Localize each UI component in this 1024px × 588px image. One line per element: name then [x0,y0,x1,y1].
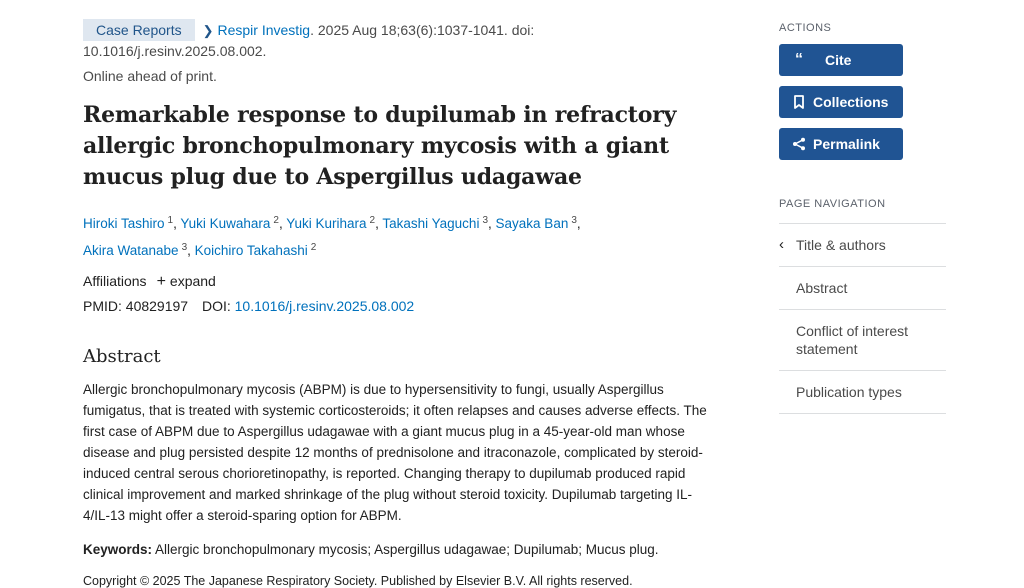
article-main [83,19,713,588]
journal-link[interactable]: Respir Investig [217,22,311,38]
chevron-right-icon: ❯ [202,23,214,38]
identifiers-row [83,294,713,318]
nav-item-label: Abstract [796,280,848,296]
affiliations-label: Affiliations [83,273,147,289]
nav-item-label: Publication types [796,384,902,400]
doi-label: DOI: [201,298,231,314]
keywords-row [83,540,713,560]
article-meta [83,19,713,61]
sidebar [779,22,946,414]
permalink-label: Permalink [813,136,880,152]
nav-item-conflict-of-interest[interactable] [779,310,946,371]
collections-label: Collections [813,94,889,110]
author-link[interactable]: Takashi Yaguchi [382,216,480,231]
actions-heading: ACTIONS [779,22,832,34]
author-link[interactable]: Sayaka Ban [495,216,569,231]
keywords-label: Keywords: [83,542,153,557]
nav-item-label: Title & authors [796,237,886,253]
nav-item-label: Conflict of interest statement [796,323,909,357]
page-navigation [779,223,946,414]
permalink-button[interactable] [779,128,903,160]
author-link[interactable]: Yuki Kurihara [286,216,367,231]
doi-link[interactable]: 10.1016/j.resinv.2025.08.002 [234,298,415,314]
cite-label: Cite [825,52,852,68]
keywords-text: Allergic bronchopulmonary mycosis; Aspergillus udagawae; Dupilumab; Mucus plug. [155,542,659,557]
affiliation-ref[interactable]: 3 [482,215,489,226]
pmid-label: PMID: [83,298,122,314]
author-link[interactable]: Yuki Kuwahara [180,216,271,231]
nav-item-publication-types[interactable] [779,371,946,414]
affiliation-ref[interactable]: 1 [167,215,174,226]
affiliation-ref[interactable]: 2 [369,215,376,226]
cite-button[interactable] [779,44,903,76]
copyright-text: Copyright © 2025 The Japanese Respiratory Society. Published by Elsevier B.V. All rights reserved. [83,574,633,588]
abstract-text: Allergic bronchopulmonary mycosis (ABPM) is due to hypersensitivity to fungi, usually Aspergillus fumigatus, that is treated with systemic corticosteroids; it often relapses and causes adverse effects. The first case of ABPM due to Aspergillus udagawae with a giant mucus plug in a 45-year-old man whose disease and plug persisted despite 12 months of prednisolone and itraconazole, complicated by steroid-induced central serous chorioretinopathy, is reported. Changing therapy to dupilumab produced rapid clinical improvement and marked shrinkage of the plug without steroid toxicity. Dupilumab targeting IL-4/IL-13 might offer a steroid-sparing option for ABPM. [83,382,707,523]
nav-item-title-authors[interactable] [779,224,946,267]
affiliation-ref[interactable]: 2 [273,215,279,226]
article-title: Remarkable response to dupilumab in refractory allergic bronchopulmonary mycosis with a giant mucus plug due to Aspergillus udagawae [83,102,677,190]
affiliation-ref[interactable]: 3 [181,242,188,253]
chevron-left-icon: ‹ [779,236,784,253]
affiliations-row [83,269,713,294]
online-status: Online ahead of print. [83,68,217,84]
bookmark-icon [791,94,807,110]
expand-toggle[interactable]: expand [169,273,216,289]
abstract-heading: Abstract [83,346,161,367]
pmid-value: 40829197 [125,298,189,314]
author-link[interactable]: Hiroki Tashiro [83,216,165,231]
quote-icon: “ [795,51,803,68]
share-icon [791,136,807,152]
author-link[interactable]: Koichiro Takahashi [194,243,308,258]
affiliation-ref[interactable]: 2 [310,242,317,253]
plus-icon[interactable]: + [156,273,166,290]
citation-text: . 2025 Aug 18;63(6):1037-1041. doi: 10.1016/j.resinv.2025.08.002. [83,22,535,59]
page-navigation-heading: PAGE NAVIGATION [779,198,886,210]
authors-list: Hiroki Tashiro $^1$, Yuki Kuwahara $^2$, Yuki Kurihara $^2$, Takashi Yaguchi $^3$, Sayaka Ban $^3$, Akira Watanabe $^3$, Koichiro Takahashi $^2$ [83,215,581,258]
nav-item-abstract[interactable] [779,267,946,310]
collections-button[interactable] [779,86,903,118]
publication-type-badge[interactable]: Case Reports [83,19,195,41]
author-link[interactable]: Akira Watanabe [83,243,179,258]
affiliation-ref[interactable]: 3 [571,215,577,226]
